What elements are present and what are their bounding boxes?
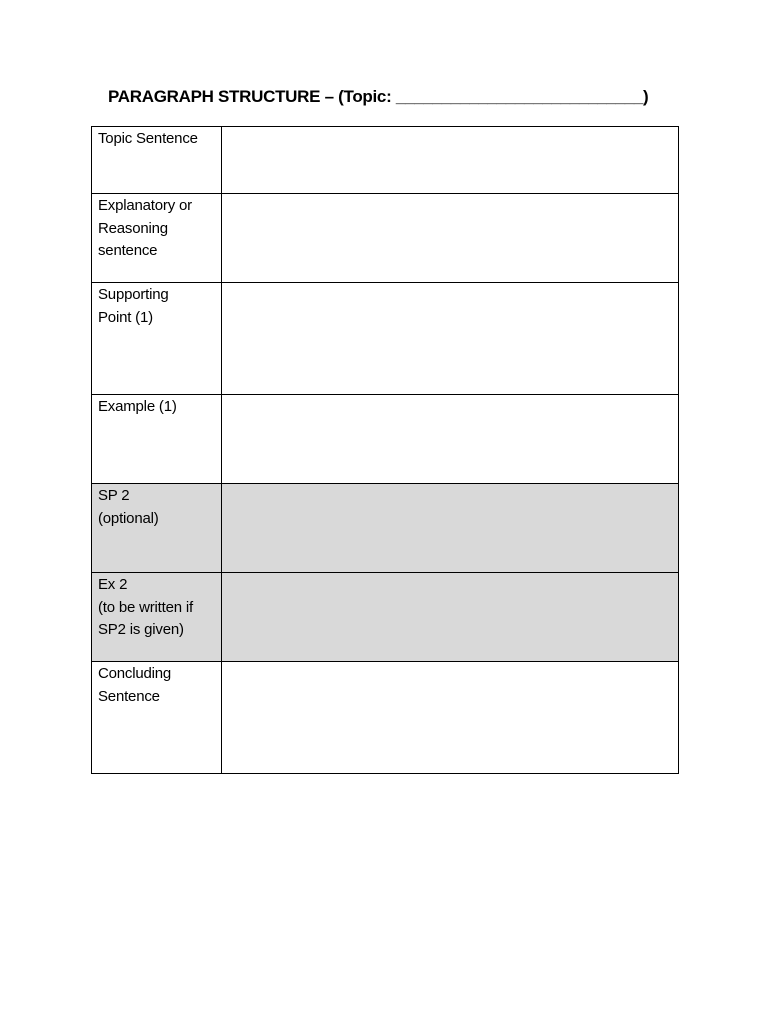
table-row-concluding-sentence [92,662,679,774]
row-label-cell [92,127,222,194]
page-title: PARAGRAPH STRUCTURE – (Topic: ___________________________) [108,87,649,106]
row-label-topic-sentence: Topic Sentence [98,130,198,147]
row-label-ex2: Ex 2 (to be written if SP2 is given) [98,576,193,638]
table-row-example-1 [92,395,679,484]
answer-cell-topic-sentence[interactable] [222,127,679,194]
row-label-cell [92,484,222,573]
answer-cell-concluding-sentence[interactable] [222,662,679,774]
table-row-supporting-point-1 [92,283,679,395]
paragraph-structure-table [91,126,679,774]
answer-cell-sp2[interactable] [222,484,679,573]
table-row-ex2 [92,573,679,662]
row-label-sp2: SP 2 (optional) [98,487,159,527]
answer-cell-supporting-point-1[interactable] [222,283,679,395]
row-label-cell [92,395,222,484]
row-label-concluding-sentence: Concluding Sentence [98,665,172,705]
table-row-sp2 [92,484,679,573]
table-row-topic-sentence [92,127,679,194]
row-label-cell [92,283,222,395]
row-label-explanatory: Explanatory or Reasoning sentence [98,197,192,259]
row-label-cell [92,662,222,774]
answer-cell-example-1[interactable] [222,395,679,484]
row-label-cell [92,573,222,662]
answer-cell-explanatory[interactable] [222,194,679,283]
row-label-example-1: Example (1) [98,398,177,415]
row-label-supporting-point-1: Supporting Point (1) [98,286,169,326]
table-row-explanatory [92,194,679,283]
answer-cell-ex2[interactable] [222,573,679,662]
row-label-cell [92,194,222,283]
